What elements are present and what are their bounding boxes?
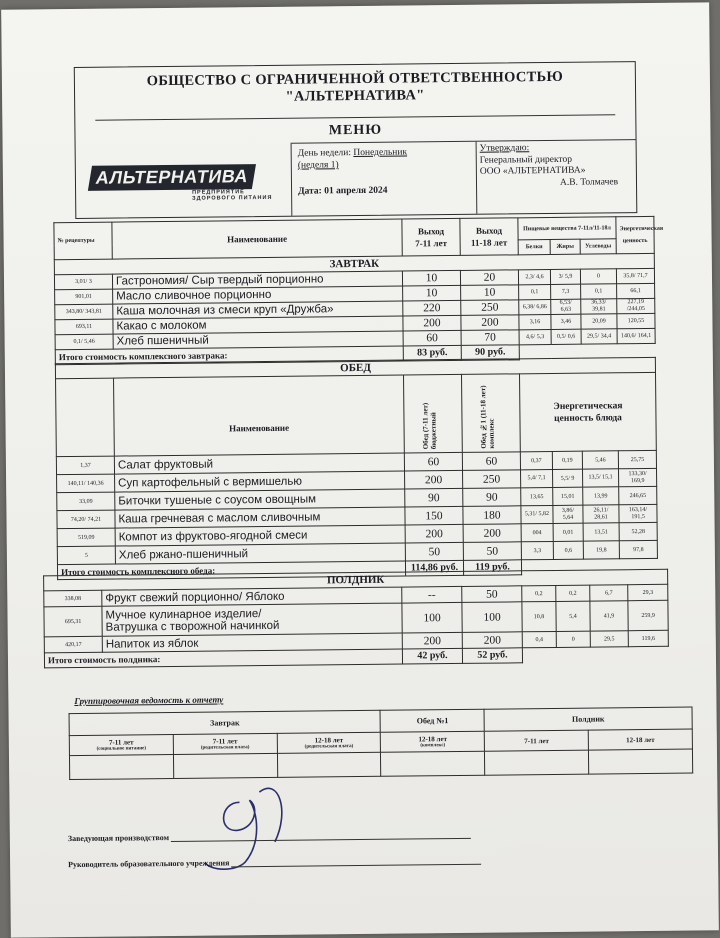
recipe-number-cell: 519,09: [57, 528, 115, 547]
breakfast-total-11-18: 90 руб.: [461, 345, 519, 361]
energy-cell: 163,14/ 191,5: [619, 504, 657, 522]
fat-cell: 3,86/ 5,64: [553, 505, 583, 523]
dish-name-cell: Биточки тушеные с соусом овощным: [115, 489, 405, 510]
energy-cell: 227,19 /244,05: [617, 298, 655, 313]
empty-cell: [56, 378, 115, 457]
org-line-1: ОБЩЕСТВО С ОГРАНИЧЕННОЙ ОТВЕТСТВЕННОСТЬЮ: [146, 68, 564, 90]
payment-type: (родительская плата): [304, 744, 354, 750]
payment-type: (комплекс): [420, 743, 446, 749]
divider: [95, 114, 615, 120]
column-header-protein: Белки: [518, 239, 550, 254]
director-label: Руководитель образовательного учреждения: [68, 858, 230, 870]
recipe-number-cell: 901,01: [55, 289, 113, 305]
energy-cell: 140,6/ 164,1: [617, 328, 655, 343]
company-logo: [90, 162, 286, 206]
protein-cell: 0,1: [519, 284, 551, 299]
output-7-11-cell: 200: [402, 632, 462, 649]
group-lunch-header: Обед №1: [381, 709, 485, 732]
age-label: 7-11 лет: [524, 736, 549, 745]
output-11-18-cell: 250: [463, 470, 521, 489]
energy-cell: 25,75: [618, 450, 656, 468]
output-7-11-cell: 150: [405, 506, 463, 525]
output-7-11-cell: --: [402, 586, 462, 603]
approve-label: Утверждаю:: [479, 143, 530, 154]
recipe-number-cell: 5: [57, 546, 115, 565]
carbs-cell: 26,11/ 28,61: [583, 505, 619, 523]
date-value: 01 апреля 2024: [324, 185, 388, 197]
column-header-recipe: № рецептуры: [54, 222, 112, 260]
group-snack-header: Полдник: [484, 707, 692, 731]
protein-cell: 0,37: [520, 451, 552, 469]
fat-cell: 5,5/ 9: [553, 469, 583, 487]
signature-line: [231, 864, 481, 868]
protein-cell: 13,65: [521, 487, 553, 505]
column-header-carbs: Углеводы: [580, 239, 616, 254]
fat-cell: 0,01: [553, 523, 583, 541]
output-11-18-cell: 70: [461, 330, 519, 346]
snack-total-11-18: 52 руб.: [462, 648, 522, 664]
fat-cell: 15,01: [553, 487, 583, 505]
breakfast-total-7-11: 83 руб.: [403, 345, 461, 361]
dish-name-cell: Хлеб ржано-пшеничный: [115, 543, 405, 564]
group-value-cell: [589, 749, 693, 774]
dish-name-cell: Суп картофельный с вермишелью: [115, 471, 405, 492]
logo-tagline: ПРЕДПРИЯТИЕ ЗДОРОВОГО ПИТАНИЯ: [192, 189, 273, 202]
lunch-total-label: Итого стоимость комплексного обеда:: [57, 561, 405, 580]
group-col-6: [588, 729, 692, 750]
output-label: Выход: [417, 226, 445, 237]
output-7-11-cell: 200: [403, 315, 461, 331]
protein-cell: 3,3: [521, 541, 553, 559]
carbs-cell: 20,09: [581, 314, 617, 329]
output-7-11-cell: 60: [403, 330, 461, 346]
output-7-11-cell: 200: [405, 470, 463, 489]
carbs-cell: 29,5/ 34,4: [581, 329, 617, 344]
group-report-table: [69, 707, 694, 781]
energy-cell: 120,55: [617, 313, 655, 328]
carbs-cell: 36,33/ 39,81: [581, 299, 617, 314]
age-label: 11-18 лет: [470, 237, 508, 248]
section-breakfast: ЗАВТРАК: [54, 253, 654, 274]
energy-cell: 246,65: [619, 486, 657, 504]
protein-cell: 004: [521, 523, 553, 541]
dish-name-line: Ватрушка с творожной начинкой: [105, 619, 280, 634]
snack-table: [43, 569, 669, 669]
fat-cell: 7,3: [551, 284, 581, 299]
output-11-18-cell: 20: [460, 270, 518, 286]
group-value-cell: [485, 750, 589, 775]
dish-name-cell: Масло сливочное порционно: [113, 286, 403, 304]
group-value-cell: [381, 751, 485, 776]
org-line-2: "АЛЬТЕРНАТИВА": [285, 87, 425, 105]
recipe-number-cell: 33,09: [57, 492, 115, 511]
energy-cell: 119,6: [628, 630, 668, 646]
recipe-number-cell: 693,11: [55, 319, 113, 335]
day-label: День недели:: [297, 148, 352, 159]
date-info: [298, 186, 388, 197]
dish-name-cell: Каша молочная из смеси круп «Дружба»: [113, 301, 403, 319]
energy-cell: 52,28: [619, 522, 657, 540]
energy-cell: 259,9: [628, 600, 668, 630]
output-11-18-cell: 100: [462, 602, 522, 633]
column-header-output-11-18: [460, 218, 518, 256]
output-11-18-cell: 60: [462, 452, 520, 471]
age-label: 7-11 лет: [415, 238, 448, 249]
output-11-18-cell: 180: [463, 506, 521, 525]
age-label: 12-18 лет: [314, 736, 344, 745]
protein-cell: 0,4: [522, 631, 556, 647]
output-7-11-cell: 200: [405, 524, 463, 543]
carbs-cell: 13,5/ 15,1: [583, 469, 619, 487]
output-7-11-cell: 100: [402, 602, 462, 633]
recipe-number-cell: 1,37: [56, 456, 114, 475]
breakfast-table: [53, 216, 664, 365]
payment-type: (родительская плата): [200, 745, 250, 751]
approver-title: Генеральный директор: [479, 154, 573, 166]
output-7-11-cell: 10: [403, 285, 461, 301]
column-header-name: Наименование: [112, 219, 402, 259]
age-label: 12-18 лет: [418, 735, 448, 744]
group-col-2: [173, 733, 277, 754]
protein-cell: 10,8: [522, 601, 556, 631]
protein-cell: 2,3/ 4,6: [518, 269, 550, 284]
snack-total-7-11: 42 руб.: [402, 648, 462, 664]
recipe-number-cell: 343,80/ 343,81: [55, 304, 113, 320]
protein-cell: 5,4/ 7,1: [521, 469, 553, 487]
day-value: Понедельник: [353, 147, 408, 159]
group-col-3: [277, 732, 381, 753]
output-11-18-cell: 50: [463, 542, 521, 561]
output-7-11-cell: 90: [405, 488, 463, 507]
output-11-18-cell: 200: [462, 632, 522, 649]
breakfast-total-label: Итого стоимость комплексного завтрака:: [55, 346, 403, 365]
approval-block: [480, 142, 619, 189]
fat-cell: 3/ 5,9: [550, 269, 580, 284]
date-label: Дата:: [298, 186, 322, 197]
lunch-total-11-18: 119 руб.: [463, 560, 521, 576]
carbs-cell: 6,7: [590, 585, 628, 601]
energy-cell: 66,1: [617, 283, 655, 298]
section-lunch: ОБЕД: [55, 357, 655, 378]
group-breakfast-header: Завтрак: [69, 710, 381, 735]
protein-cell: 3,16: [519, 314, 551, 329]
carbs-cell: 41,9: [590, 601, 628, 631]
empty-cell: [522, 646, 668, 663]
carbs-cell: 13,99: [583, 487, 619, 505]
recipe-number-cell: 338,08: [44, 590, 102, 607]
protein-cell: 0,2: [522, 585, 556, 601]
dish-name-cell: Гастрономия/ Сыр твердый порционно: [112, 271, 402, 289]
dish-name-cell: Какао с молоком: [113, 316, 403, 334]
divider: [291, 144, 293, 216]
column-header-name: Наименование: [114, 375, 405, 456]
section-snack: ПОЛДНИК: [44, 569, 668, 591]
output-11-18-cell: 50: [462, 586, 522, 603]
header-box: [74, 61, 638, 219]
day-info: [298, 146, 408, 171]
recipe-number-cell: 420,17: [44, 636, 102, 653]
age-label: 7-11 лет: [212, 737, 238, 746]
menu-sheet: [1, 2, 719, 937]
dish-name-cell: Компот из фруктово-ягодной смеси: [115, 525, 405, 546]
output-11-18-cell: 200: [461, 315, 519, 331]
lunch-table: [55, 357, 658, 580]
fat-cell: 6,53/ 6,63: [551, 299, 581, 314]
dish-name-cell: Каша гречневая с маслом сливочным: [115, 507, 405, 528]
approver-name: А.В. Толмачев: [559, 176, 619, 188]
dish-name-line: Мучное кулинарное изделие/: [105, 607, 262, 622]
vertical-header: Обед (7-11 лет) бюджетный: [420, 402, 438, 449]
group-col-1: [69, 734, 173, 755]
group-col-4: [381, 731, 485, 752]
column-header-energy: Энергетическая ценность блюда: [520, 372, 657, 451]
logo-wordmark: АЛЬТЕРНАТИВА: [88, 164, 256, 191]
carbs-cell: 29,5: [590, 631, 628, 647]
fat-cell: 0: [556, 631, 590, 647]
output-7-11-cell: 220: [403, 300, 461, 316]
protein-cell: 6,38/ 6,86: [519, 299, 551, 314]
group-report-title: Группировочная ведомость к отчету: [74, 694, 224, 707]
carbs-cell: 19,8: [583, 541, 619, 559]
energy-cell: 29,3: [628, 584, 668, 600]
output-11-18-cell: 250: [461, 300, 519, 316]
dish-name-cell: Хлеб пшеничный: [113, 331, 403, 349]
group-value-cell: [69, 754, 173, 779]
energy-cell: 133,30/ 169,9: [619, 468, 657, 486]
fat-cell: 0,6: [553, 541, 583, 559]
dish-name-cell: Салат фруктовый: [114, 453, 404, 474]
recipe-number-cell: 140,11/ 140,36: [57, 474, 115, 493]
output-label: Выход: [475, 225, 503, 236]
approver-company: ООО «АЛЬТЕРНАТИВА»: [479, 165, 586, 177]
output-11-18-cell: 10: [461, 285, 519, 301]
energy-cell: 97,8: [619, 540, 657, 558]
age-label: 12-18 лет: [626, 735, 655, 744]
output-11-18-cell: 90: [463, 488, 521, 507]
fat-cell: 5,4: [556, 601, 590, 631]
production-head-label: Заведующая производством: [67, 833, 170, 844]
group-col-5: [485, 730, 589, 751]
output-7-11-cell: 50: [405, 542, 463, 561]
carbs-cell: 5,46: [582, 451, 618, 469]
recipe-number-cell: 3,01/ 3: [54, 274, 112, 290]
carbs-cell: 0: [580, 269, 616, 284]
snack-total-label: Итого стоимость полдника:: [44, 649, 402, 668]
output-7-11-cell: 10: [402, 270, 460, 286]
week-value: (неделя 1): [297, 160, 339, 171]
column-header-output-7-11: [402, 218, 460, 256]
column-header-lunch-7-11: [404, 374, 463, 453]
fat-cell: 0,19: [552, 451, 582, 469]
dish-name-cell: Фрукт свежий порционно/ Яблоко: [102, 587, 402, 606]
energy-cell: 35,8/ 71,7: [616, 268, 654, 283]
signature-line: [171, 838, 471, 842]
protein-cell: 4,6/ 5,3: [519, 329, 551, 344]
payment-type: (социальное питание): [96, 746, 147, 752]
output-7-11-cell: 60: [404, 452, 462, 471]
column-header-fat: Жиры: [550, 239, 580, 254]
recipe-number-cell: 74,20/ 74,21: [57, 510, 115, 529]
recipe-number-cell: 0,1/ 5,46: [55, 334, 113, 350]
menu-title: МЕНЮ: [328, 122, 383, 139]
carbs-cell: 0,1: [581, 284, 617, 299]
dish-name-cell: [102, 603, 402, 636]
fat-cell: 0,5/ 0,6: [551, 329, 581, 344]
fat-cell: 0,2: [556, 585, 590, 601]
column-header-nutrients: Пищевые вещества 7-11л/11-18л: [518, 217, 616, 240]
fat-cell: 3,46: [551, 314, 581, 329]
lunch-total-7-11: 114,86 руб.: [405, 560, 463, 576]
output-11-18-cell: 200: [463, 524, 521, 543]
recipe-number-cell: 695,31: [44, 606, 102, 637]
carbs-cell: 13,51: [583, 523, 619, 541]
column-header-energy: Энергетическая ценность: [616, 216, 654, 253]
divider: [476, 142, 478, 214]
age-label: 7-11 лет: [108, 738, 134, 747]
dish-name-cell: Напиток из яблок: [102, 633, 402, 652]
column-header-lunch-11-18: [462, 374, 521, 453]
protein-cell: 5,31/ 5,82: [521, 505, 553, 523]
organization-title: [75, 68, 635, 108]
vertical-header: Обед №1 (11-18 лет) комплекс: [478, 384, 496, 449]
